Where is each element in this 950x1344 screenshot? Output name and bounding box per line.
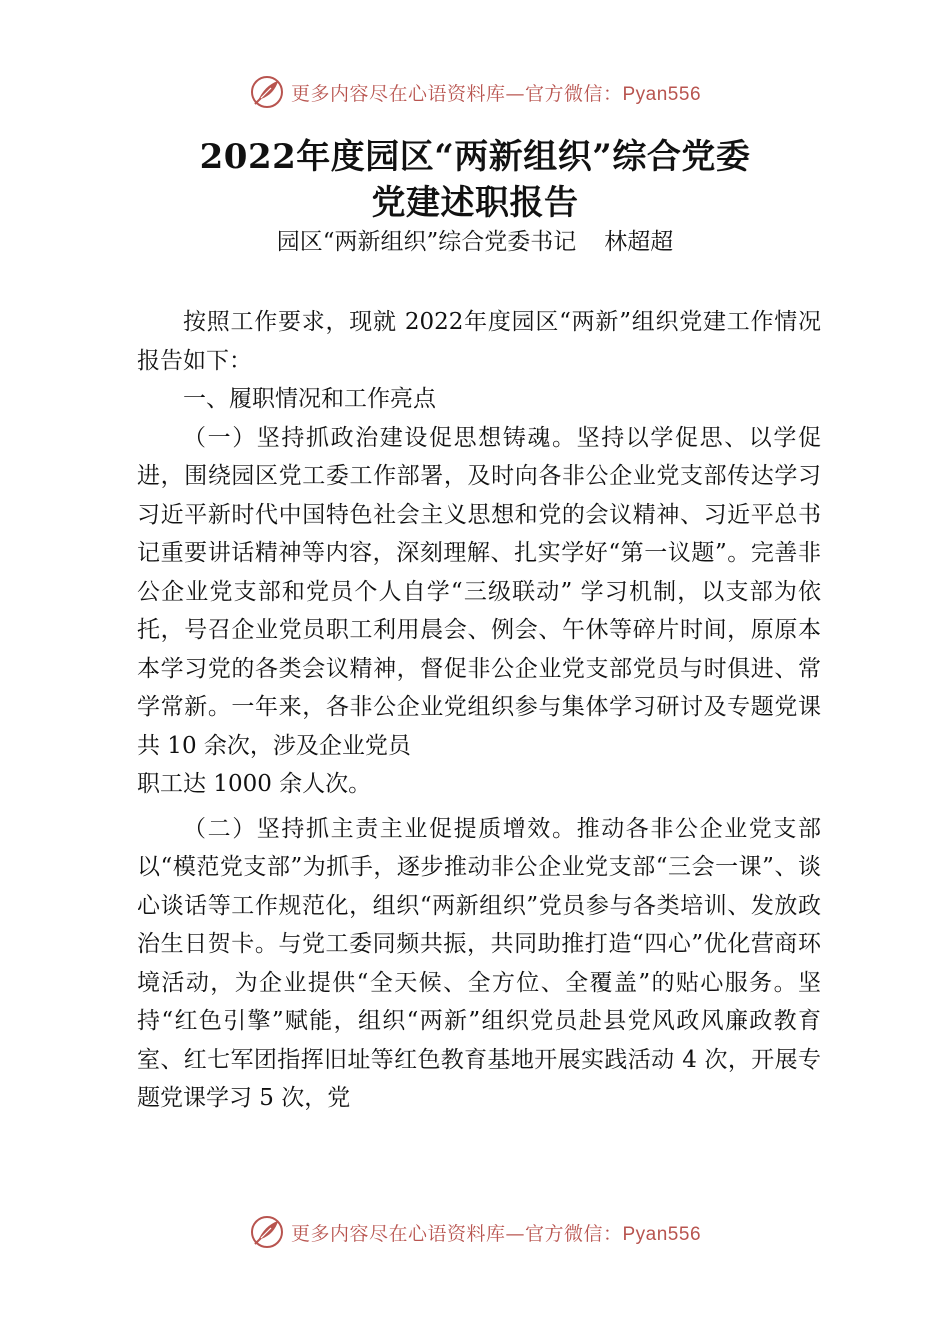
document-body: [137, 303, 821, 1118]
watermark-banner-bottom: [0, 1212, 950, 1252]
byline: [0, 226, 950, 258]
byline-role: 园区“两新组织”综合党委书记: [276, 229, 577, 255]
paragraph-intro: 按照工作要求，现就 2022年度园区“两新”组织党建工作情况报告如下：: [137, 309, 821, 374]
document-title-line-1: 2022年度园区“两新组织”综合党委: [199, 137, 751, 177]
quill-feather-icon: [249, 1214, 285, 1250]
paragraph-item-2: （二）坚持抓主责主业促提质增效。推动各非公企业党支部以“模范党支部”为抓手，逐步推动非公企业党支部“三会一课”、谈心谈话等工作规范化，组织“两新组织”党员参与各类培训、发放政治生日贺卡。与党工委同频共振，共同助推打造“四心”优化营商环境活动，为企业提供“全天候、全方位、全覆盖”的贴心服务。坚持“红色引擎”赋能，组织“两新”组织党员赴县党风政风廉政教育室、红七军团指挥旧址等红色教育基地开展实践活动 4 次，开展专题党课学习 5 次，党: [137, 815, 821, 1111]
document-title-line-2: 党建述职报告: [371, 183, 579, 223]
watermark-text: 更多内容尽在心语资料库—官方微信：Pyan556: [290, 1222, 702, 1245]
section-heading: 一、履职情况和工作亮点: [183, 386, 436, 412]
byline-name: 林超超: [604, 229, 674, 255]
paragraph-item-1-continued: 职工达 1000 余人次。: [137, 771, 372, 797]
paragraph-item-1: （一）坚持抓政治建设促思想铸魂。坚持以学促思、以学促进，围绕园区党工委工作部署，及时向各非公企业党支部传达学习习近平新时代中国特色社会主义思想和党的会议精神、习近平总书记重要讲话精神等内容，深刻理解、扎实学好“第一议题”。完善非公企业党支部和党员个人自学“三级联动” 学习机制，以支部为依托，号召企业党员职工利用晨会、例会、午休等碎片时间，原原本本学习党的各类会议精神，督促非公企业党支部党员与时俱进、常学常新。一年来，各非公企业党组织参与集体学习研讨及专题党课共 10 余次，涉及企业党员: [137, 424, 821, 759]
wechat-id: Pyan556: [622, 1223, 702, 1245]
quill-feather-icon: [249, 74, 285, 110]
watermark-text: 更多内容尽在心语资料库—官方微信：Pyan556: [290, 82, 702, 105]
watermark-banner-top: [0, 72, 950, 112]
wechat-id: Pyan556: [622, 83, 702, 105]
